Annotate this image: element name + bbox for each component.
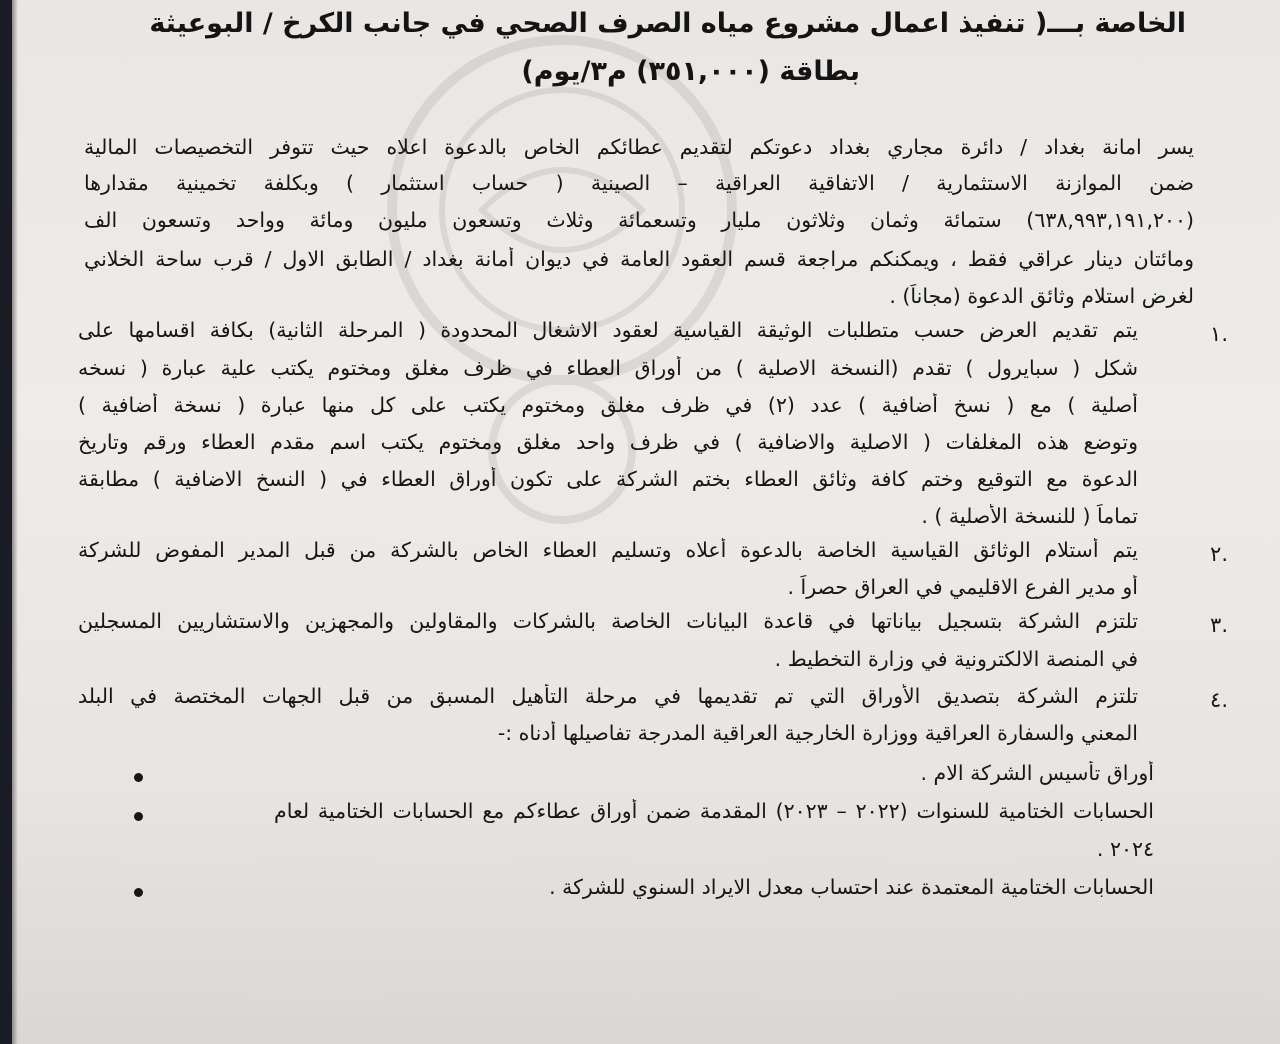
bullet-2-line-2: ٢٠٢٤ . xyxy=(1096,837,1154,861)
document-title-line-1: الخاصة بـــ( تنفيذ اعمال مشروع مياه الصرف الصحي في جانب الكرخ / البوعيثة xyxy=(149,8,1186,39)
item-3-number: ٣. xyxy=(1210,613,1228,637)
item-1-number: ١. xyxy=(1210,322,1228,346)
item-2-line-1: يتم أستلام الوثائق القياسية الخاصة بالدعوة أعلاه وتسليم العطاء الخاص بالشركة من قبل المدير المفوض للشركة xyxy=(78,538,1138,562)
bullet-3-dot-icon xyxy=(134,888,143,897)
bullet-3-line-1: الحسابات الختامية المعتمدة عند احتساب معدل الايراد السنوي للشركة . xyxy=(549,875,1154,899)
item-2-number: ٢. xyxy=(1210,542,1228,566)
bullet-1-line-1: أوراق تأسيس الشركة الام . xyxy=(920,761,1154,785)
item-3-line-1: تلتزم الشركة بتسجيل بياناتها في قاعدة البيانات الخاصة بالشركات والمقاولين والمجهزين والاستشاريين المسجلين xyxy=(78,609,1138,633)
document-title-line-2: بطاقة (٣٥١,٠٠٠) م٣/يوم) xyxy=(521,56,860,87)
item-1-line-6: تماماً ( للنسخة الأصلية ) . xyxy=(921,504,1138,528)
intro-line-3: (٦٣٨,٩٩٣,١٩١,٢٠٠) ستمائة وثمان وثلاثون مليار وتسعمائة وثلاث وتسعون مليون ومائة وواحد وتسعون الف xyxy=(84,208,1194,232)
intro-line-4: ومائتان دينار عراقي فقط ، ويمكنكم مراجعة قسم العقود العامة في ديوان أمانة بغداد / الطابق الاول / قرب ساحة الخلاني xyxy=(84,247,1194,271)
intro-line-1: يسر امانة بغداد / دائرة مجاري بغداد دعوتكم لتقديم عطائكم الخاص بالدعوة اعلاه حيث تتوفر التخصيصات المالية xyxy=(84,135,1194,159)
item-3-line-2: في المنصة الالكترونية في وزارة التخطيط . xyxy=(774,647,1138,671)
item-1-line-5: الدعوة مع التوقيع وختم كافة وثائق العطاء بختم الشركة على تكون أوراق العطاء في ( النسخ الاضافية ) مطابقة xyxy=(78,467,1138,491)
bullet-2-line-1: الحسابات الختامية للسنوات (٢٠٢٢ – ٢٠٢٣) المقدمة ضمن أوراق عطاءكم مع الحسابات الختامية لعام xyxy=(274,799,1154,823)
item-1-line-2: شكل ( سبايرول ) تقدم (النسخة الاصلية ) من أوراق العطاء في ظرف مغلق ومختوم يكتب علية عبارة ( نسخه xyxy=(78,356,1138,380)
item-4-line-1: تلتزم الشركة بتصديق الأوراق التي تم تقديمها في مرحلة التأهيل المسبق من قبل الجهات المختصة في البلد xyxy=(78,684,1138,708)
bullet-2-dot-icon xyxy=(134,812,143,821)
item-2-line-2: أو مدير الفرع الاقليمي في العراق حصراً . xyxy=(787,575,1138,599)
item-1-line-4: وتوضع هذه المغلفات ( الاصلية والاضافية ) في ظرف واحد مغلق ومختوم يكتب اسم مقدم العطاء ورقم وتاريخ xyxy=(78,430,1138,454)
item-1-line-1: يتم تقديم العرض حسب متطلبات الوثيقة القياسية لعقود الاشغال المحدودة ( المرحلة الثانية) بكافة اقسامها على xyxy=(78,318,1138,342)
item-4-line-2: المعني والسفارة العراقية ووزارة الخارجية العراقية المدرجة تفاصيلها أدناه :- xyxy=(497,721,1138,745)
item-1-line-3: أصلية ) مع ( نسخ أضافية ) عدد (٢) في ظرف مغلق ومختوم يكتب على كل منها عبارة ( نسخة أضافية ) xyxy=(78,393,1138,417)
intro-line-2: ضمن الموازنة الاستثمارية / الاتفاقية العراقية – الصينية ( حساب استثمار ) وبكلفة تخمينية مقدارها xyxy=(84,171,1194,195)
item-4-number: ٤. xyxy=(1210,688,1228,712)
watermark-stamp-icon xyxy=(372,20,752,540)
bullet-1-dot-icon xyxy=(134,773,143,782)
document-page xyxy=(12,0,1280,1044)
intro-line-5: لغرض استلام وثائق الدعوة (مجاناً) . xyxy=(889,284,1194,308)
